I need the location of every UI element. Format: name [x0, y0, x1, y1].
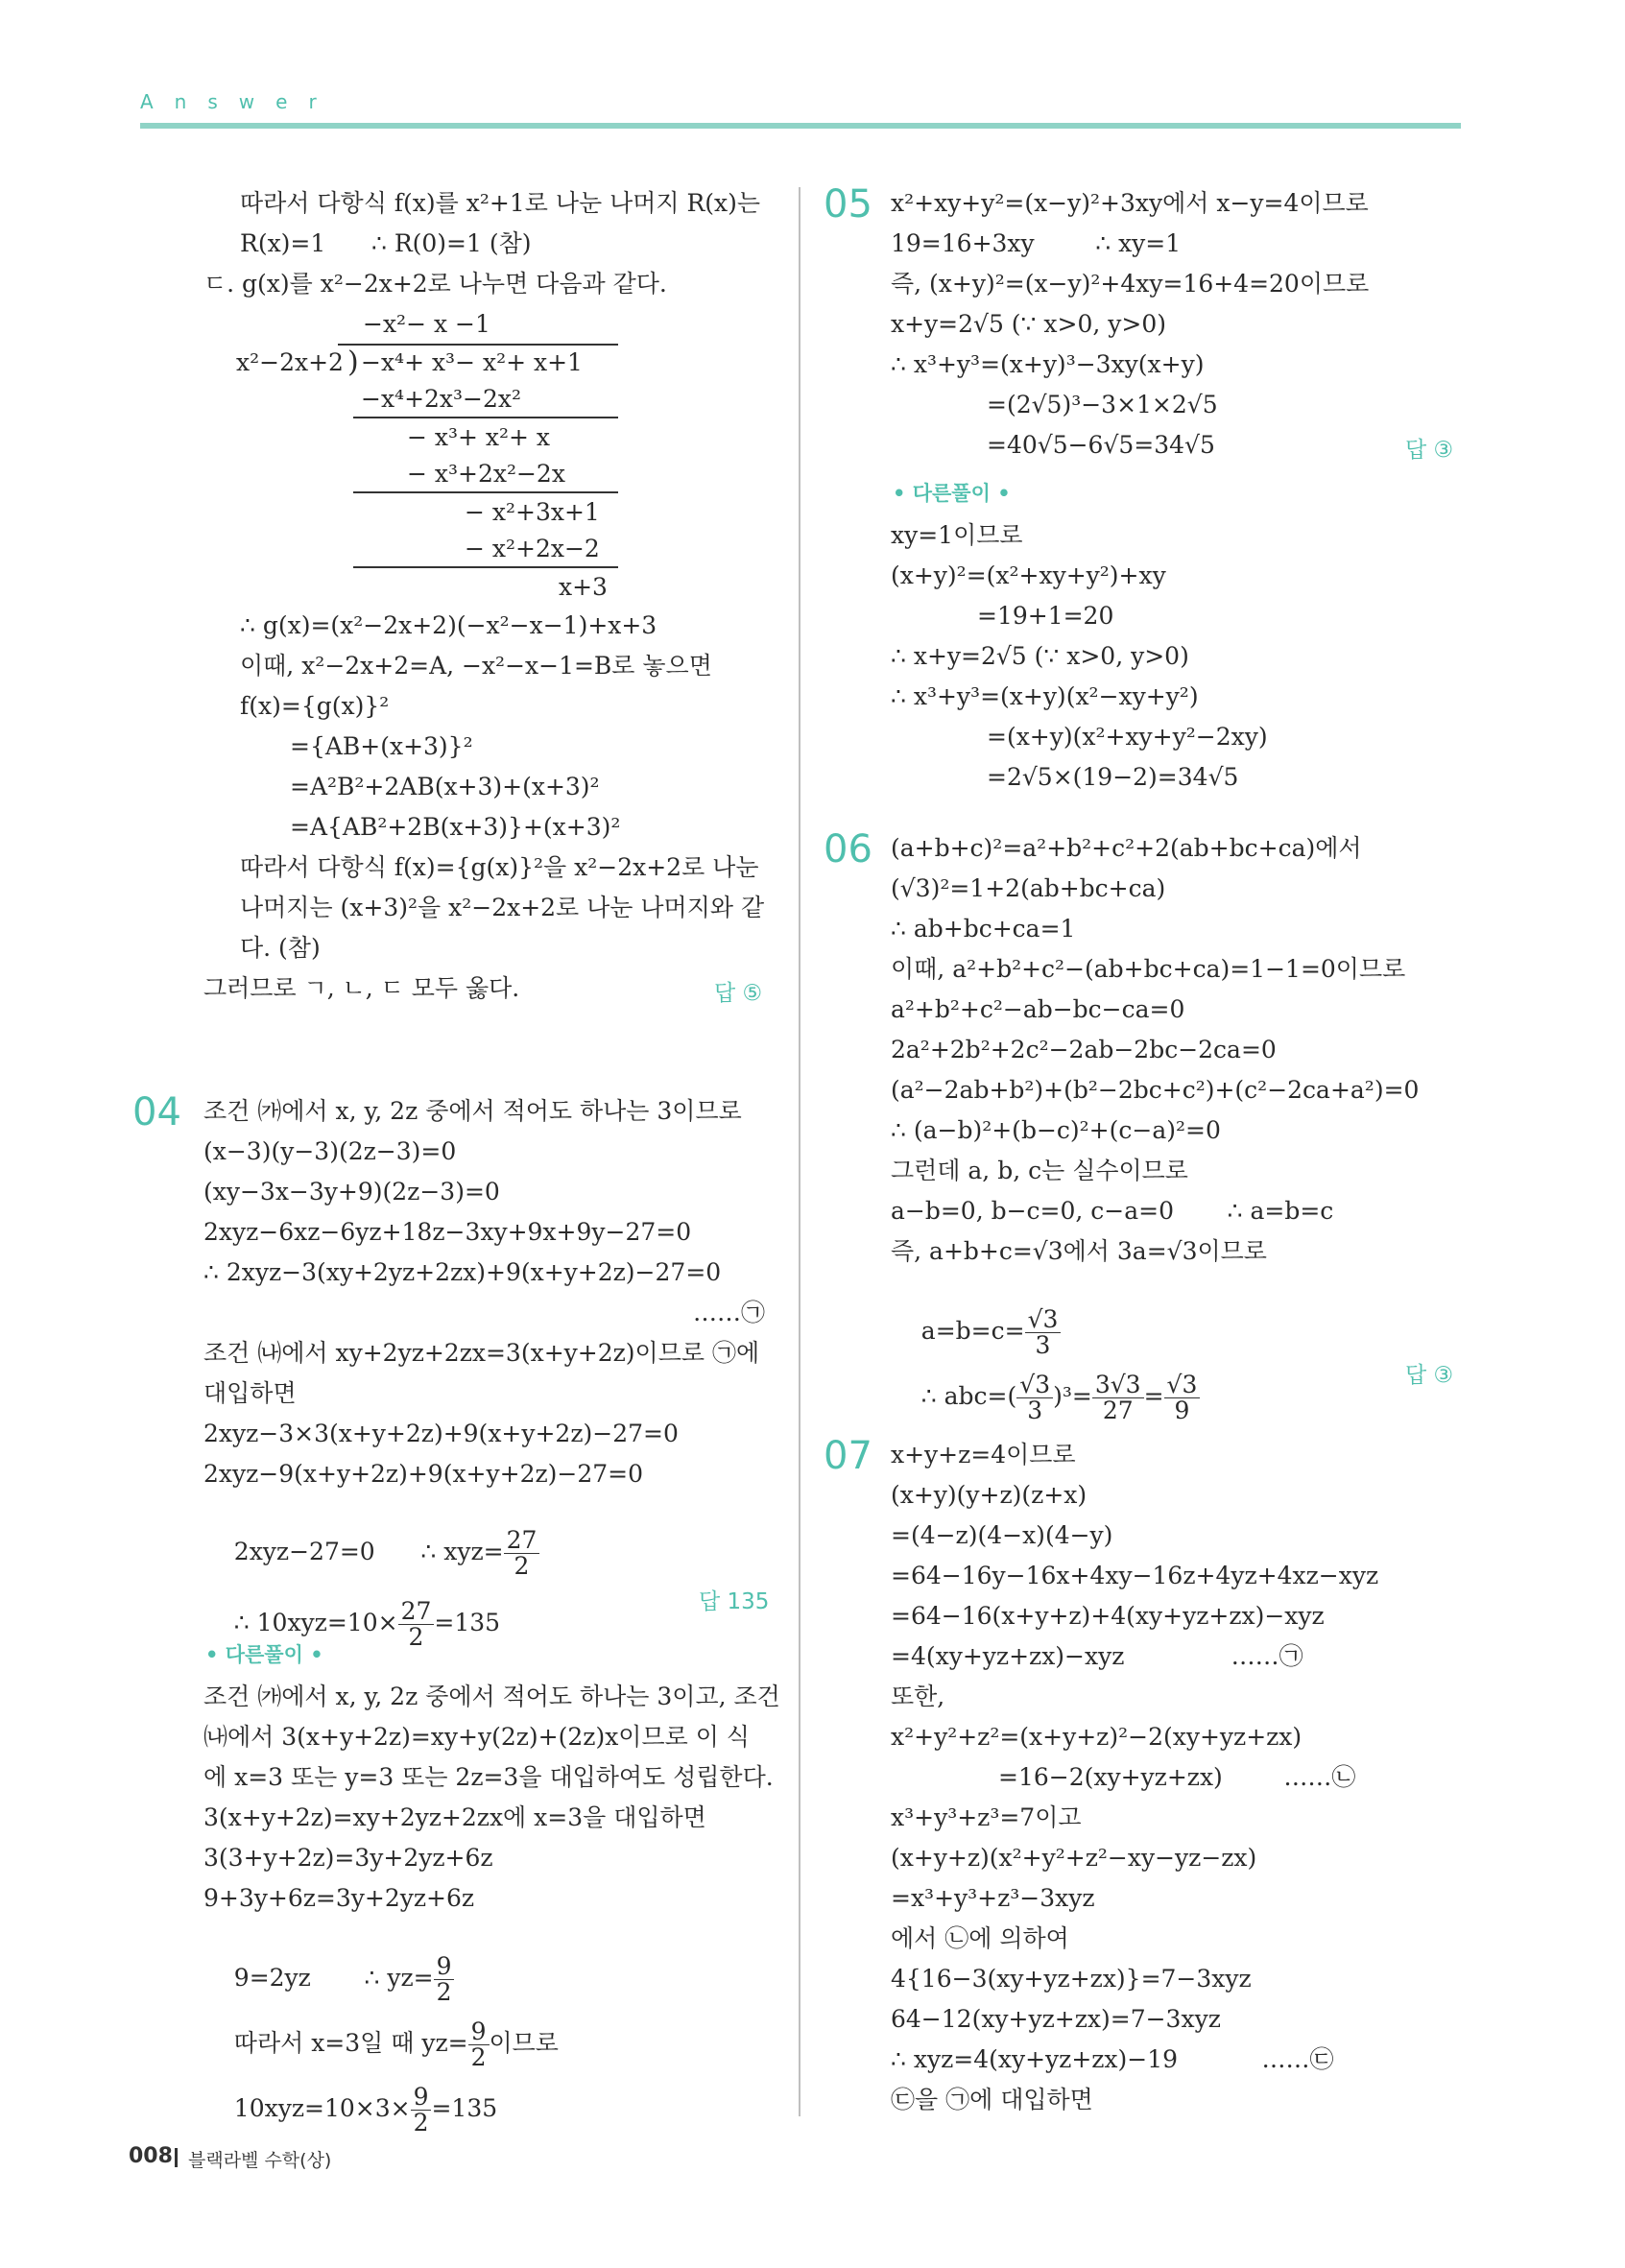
text-line: =(2√5)³−3×1×2√5 [987, 391, 1218, 418]
numerator: √3 [1025, 1307, 1062, 1333]
text: ∴ 10xyz=10× [233, 1609, 398, 1636]
denominator: 3 [1035, 1331, 1051, 1359]
text: ∴ abc=( [920, 1382, 1017, 1410]
division-dividend: −x⁴+ x³− x²+ x+1 [361, 348, 583, 376]
text-line: 또한, [891, 1683, 945, 1710]
alt-solution-label: • 다른풀이 • [205, 1643, 323, 1666]
text-line: =40√5−6√5=34√5 [987, 431, 1215, 459]
text-line: (x+y+z)(x²+y²+z²−xy−yz−zx) [891, 1844, 1257, 1872]
text-line: ㄷ. g(x)를 x²−2x+2로 나누면 다음과 같다. [203, 270, 667, 298]
text-line: x³+y³+z³=7이고 [891, 1803, 1082, 1831]
column-divider [799, 187, 801, 2116]
fraction [398, 1599, 435, 1650]
text-line: 2xyz−3×3(x+y+2z)+9(x+y+2z)−27=0 [203, 1420, 679, 1447]
text-line: =A²B²+2AB(x+3)+(x+3)² [290, 773, 600, 800]
header-label: Answer [140, 90, 338, 113]
text-line: 이때, a²+b²+c²−(ab+bc+ca)=1−1=0이므로 [891, 955, 1406, 983]
numerator: 27 [398, 1599, 435, 1625]
fraction-line [891, 1342, 1200, 1454]
footer-separator [175, 2148, 178, 2167]
text-line: ∴ (a−b)²+(b−c)²+(c−a)²=0 [891, 1116, 1221, 1144]
alt-solution-label: • 다른풀이 • [893, 482, 1011, 505]
text-line: x+y=2√5 (∵ x>0, y>0) [891, 310, 1166, 338]
fraction [504, 1528, 540, 1579]
text-line: a²+b²+c²−ab−bc−ca=0 [891, 995, 1185, 1023]
text-line: 2xyz−9(x+y+2z)+9(x+y+2z)−27=0 [203, 1460, 644, 1488]
text-line: ∴ ab+bc+ca=1 [891, 915, 1076, 943]
text-line: ∴ x+y=2√5 (∵ x>0, y>0) [891, 642, 1189, 670]
text-line: 이때, x²−2x+2=A, −x²−x−1=B로 놓으면 [240, 652, 712, 680]
text-line: R(x)=1 ∴ R(0)=1 (참) [240, 229, 532, 257]
text-line: 64−12(xy+yz+zx)=7−3xyz [891, 2005, 1221, 2033]
text-line: f(x)={g(x)}² [240, 692, 390, 720]
fraction [1016, 1373, 1053, 1423]
text-line: 그러므로 ㄱ, ㄴ, ㄷ 모두 옳다. [203, 974, 520, 1002]
text-line: (a+b+c)²=a²+b²+c²+2(ab+bc+ca)에서 [891, 834, 1362, 862]
book-title: 블랙라벨 수학(상) [188, 2150, 332, 2171]
text-line: 즉, (x+y)²=(x−y)²+4xy=16+4=20이므로 [891, 270, 1370, 298]
division-rule [353, 491, 618, 493]
text-line: 나머지는 (x+3)²을 x²−2x+2로 나눈 나머지와 같 [240, 894, 765, 921]
text: = [1143, 1382, 1164, 1410]
fraction [1092, 1373, 1144, 1423]
answer-03: 답 ⑤ [714, 981, 763, 1006]
text-line: 조건 ㈏에서 xy+2yz+2zx=3(x+y+2z)이므로 ㉠에 [203, 1339, 760, 1367]
text-line: a−b=0, b−c=0, c−a=0 ∴ a=b=c [891, 1197, 1334, 1225]
text-line: 따라서 다항식 f(x)={g(x)}²을 x²−2x+2로 나눈 [240, 853, 759, 881]
division-divisor: x²−2x+2 [236, 348, 344, 376]
text: =135 [434, 1609, 501, 1636]
text-line: 대입하면 [203, 1379, 297, 1407]
numerator: √3 [1016, 1373, 1053, 1398]
denominator: 2 [408, 1623, 424, 1651]
text-line: ∴ 2xyz−3(xy+2yz+2zx)+9(x+y+2z)−27=0 [203, 1258, 722, 1286]
text-line: xy=1이므로 [891, 521, 1023, 549]
text: =135 [431, 2094, 498, 2122]
header-rule [140, 123, 1461, 129]
denominator: 2 [413, 2109, 429, 2137]
answer-05: 답 ③ [1405, 438, 1454, 463]
text-line: ∴ g(x)=(x²−2x+2)(−x²−x−1)+x+3 [240, 611, 657, 639]
text-line: 3(3+y+2z)=3y+2yz+6z [203, 1844, 493, 1872]
text-line: 19=16+3xy ∴ xy=1 [891, 229, 1182, 257]
text-line: ㈏에서 3(x+y+2z)=xy+y(2z)+(2z)x이므로 이 식 [203, 1723, 750, 1751]
text-line: 에 x=3 또는 y=3 또는 2z=3을 대입하여도 성립한다. [203, 1763, 774, 1791]
text: 10xyz=10×3× [233, 2094, 411, 2122]
text: )³= [1053, 1382, 1092, 1410]
text-line: =A{AB²+2B(x+3)}+(x+3)² [290, 813, 621, 841]
division-rule [353, 417, 618, 418]
text-line: 2xyz−6xz−6yz+18z−3xy+9x+9y−27=0 [203, 1218, 692, 1246]
text: 따라서 x=3일 때 yz= [233, 2029, 468, 2057]
numerator: 9 [468, 2019, 490, 2045]
numerator: √3 [1164, 1373, 1201, 1398]
division-row: − x²+2x−2 [465, 535, 600, 562]
denominator: 2 [436, 1978, 452, 2006]
text-line: =4(xy+yz+zx)−xyz ……㉠ [891, 1642, 1303, 1670]
text-line: (xy−3x−3y+9)(2z−3)=0 [203, 1178, 500, 1206]
text-line: 3(x+y+2z)=xy+2yz+2zx에 x=3을 대입하면 [203, 1803, 706, 1831]
text-line: =16−2(xy+yz+zx) ……㉡ [998, 1763, 1356, 1791]
text-line: 다. (참) [240, 934, 321, 962]
division-row: − x³+2x²−2x [407, 460, 565, 488]
division-rule [353, 566, 618, 568]
denominator: 9 [1174, 1397, 1190, 1424]
text-line: x²+y²+z²=(x+y+z)²−2(xy+yz+zx) [891, 1723, 1302, 1751]
equation-tag: ……㉠ [693, 1299, 766, 1326]
denominator: 2 [470, 2043, 487, 2071]
text-line: =64−16y−16x+4xy−16z+4yz+4xz−xyz [891, 1562, 1379, 1589]
text: 9=2yz ∴ yz= [233, 1964, 434, 1992]
text-line: 에서 ㉡에 의하여 [891, 1924, 1069, 1952]
problem-number-07: 07 [824, 1434, 872, 1478]
text-line: =(4−z)(4−x)(4−y) [891, 1521, 1113, 1549]
problem-number-05: 05 [824, 182, 872, 227]
text-line: (x−3)(y−3)(2z−3)=0 [203, 1137, 457, 1165]
text: 2xyz−27=0 ∴ xyz= [233, 1538, 504, 1565]
denominator: 3 [1027, 1397, 1043, 1424]
division-quotient: −x²− x −1 [363, 310, 490, 338]
division-bracket: ) [347, 346, 359, 379]
division-bar [338, 344, 618, 346]
text-line: =64−16(x+y+z)+4(xy+yz+zx)−xyz [891, 1602, 1325, 1630]
text-line: (x+y)²=(x²+xy+y²)+xy [891, 561, 1166, 589]
page-number: 008 [129, 2144, 173, 2168]
numerator: 9 [411, 2085, 432, 2111]
text-line: ={AB+(x+3)}² [290, 732, 473, 760]
text-line: 2a²+2b²+2c²−2ab−2bc−2ca=0 [891, 1036, 1277, 1063]
text-line: ∴ x³+y³=(x+y)³−3xy(x+y) [891, 350, 1205, 378]
denominator: 2 [514, 1552, 530, 1580]
answer-04: 답 135 [699, 1589, 770, 1614]
text-line: ∴ x³+y³=(x+y)(x²−xy+y²) [891, 682, 1199, 710]
text-line: x+y+z=4이므로 [891, 1441, 1076, 1468]
numerator: 3√3 [1092, 1373, 1144, 1398]
text-line: 즉, a+b+c=√3에서 3a=√3이므로 [891, 1237, 1267, 1265]
text-line: (a²−2ab+b²)+(b²−2bc+c²)+(c²−2ca+a²)=0 [891, 1076, 1420, 1104]
numerator: 27 [504, 1528, 540, 1554]
answer-06: 답 ③ [1405, 1363, 1454, 1388]
fraction [1164, 1373, 1201, 1423]
text-line: ∴ xyz=4(xy+yz+zx)−19 ……㉢ [891, 2045, 1334, 2073]
text-line: 4{16−3(xy+yz+zx)}=7−3xyz [891, 1965, 1252, 1993]
text-line: 조건 ㈎에서 x, y, 2z 중에서 적어도 하나는 3이므로 [203, 1097, 742, 1125]
problem-number-04: 04 [132, 1090, 181, 1134]
text-line: x²+xy+y²=(x−y)²+3xy에서 x−y=4이므로 [891, 189, 1369, 217]
division-remainder: x+3 [559, 573, 608, 601]
text-line: 따라서 다항식 f(x)를 x²+1로 나눈 나머지 R(x)는 [240, 189, 761, 217]
problem-number-06: 06 [824, 827, 872, 871]
text-line: =(x+y)(x²+xy+y²−2xy) [987, 723, 1268, 751]
text-line: =2√5×(19−2)=34√5 [987, 763, 1239, 791]
division-row: − x³+ x²+ x [407, 423, 551, 451]
text: 이므로 [489, 2029, 559, 2057]
text: a=b=c= [920, 1317, 1025, 1345]
text-line: (x+y)(y+z)(z+x) [891, 1481, 1087, 1509]
text-line: (√3)²=1+2(ab+bc+ca) [891, 874, 1166, 902]
division-row: − x²+3x+1 [465, 498, 600, 526]
fraction [411, 2085, 432, 2136]
text-line: =x³+y³+z³−3xyz [891, 1884, 1095, 1912]
numerator: 9 [434, 1954, 455, 1980]
text-line: ㉢을 ㉠에 대입하면 [891, 2086, 1093, 2113]
division-row: −x⁴+2x³−2x² [361, 385, 522, 413]
denominator: 27 [1102, 1397, 1134, 1424]
text-line: =19+1=20 [977, 602, 1114, 630]
text-line: 조건 ㈎에서 x, y, 2z 중에서 적어도 하나는 3이고, 조건 [203, 1683, 780, 1710]
text-line: 그런데 a, b, c는 실수이므로 [891, 1157, 1188, 1184]
text-line: 9+3y+6z=3y+2yz+6z [203, 1884, 475, 1912]
